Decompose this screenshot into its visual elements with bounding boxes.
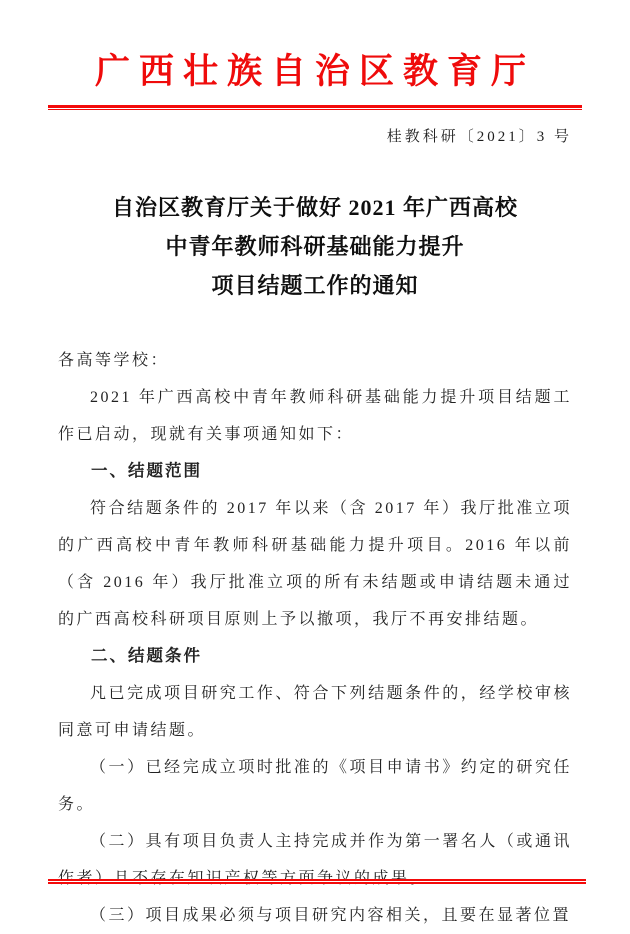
official-document-page xyxy=(0,44,630,928)
document-title xyxy=(40,188,590,305)
paragraph-condition-1: （一）已经完成立项时批准的《项目申请书》约定的研究任务。 xyxy=(58,759,572,813)
paragraph-scope: 符合结题条件的 2017 年以来（含 2017 年）我厅批准立项的广西高校中青年教师科研基础能力提升项目。2016 年以前（含 2016 年）我厅批准立项的所有未结题或申请结题未通过的广西高校科研项目原则上予以撤项，我厅不再安排结题。 xyxy=(58,500,572,628)
document-number: 桂教科研〔2021〕3 号 xyxy=(386,129,572,145)
section-heading-2: 二、结题条件 xyxy=(91,647,202,665)
document-title-line-1: 自治区教育厅关于做好 2021 年广西高校 xyxy=(111,195,518,220)
document-title-line-2: 中青年教师科研基础能力提升 xyxy=(165,234,465,259)
salutation: 各高等学校： xyxy=(58,352,170,369)
agency-header-title: 广西壮族自治区教育厅 xyxy=(94,52,535,91)
document-title-line-3: 项目结题工作的通知 xyxy=(211,273,419,298)
red-rule-top xyxy=(48,105,582,110)
paragraph-intro: 2021 年广西高校中青年教师科研基础能力提升项目结题工作已启动，现就有关事项通知如下： xyxy=(58,389,572,443)
document-body xyxy=(58,342,572,934)
paragraph-condition-2: （二）具有项目负责人主持完成并作为第一署名人（或通讯 xyxy=(90,833,572,850)
paragraph-condition-3: （三）项目成果必须与项目研究内容相关，且要在显著位置 xyxy=(90,907,572,924)
red-rule-bottom xyxy=(48,879,586,884)
section-heading-1: 一、结题范围 xyxy=(91,462,202,480)
paragraph-conditions-intro: 凡已完成项目研究工作、符合下列结题条件的，经学校审核同意可申请结题。 xyxy=(58,685,572,739)
